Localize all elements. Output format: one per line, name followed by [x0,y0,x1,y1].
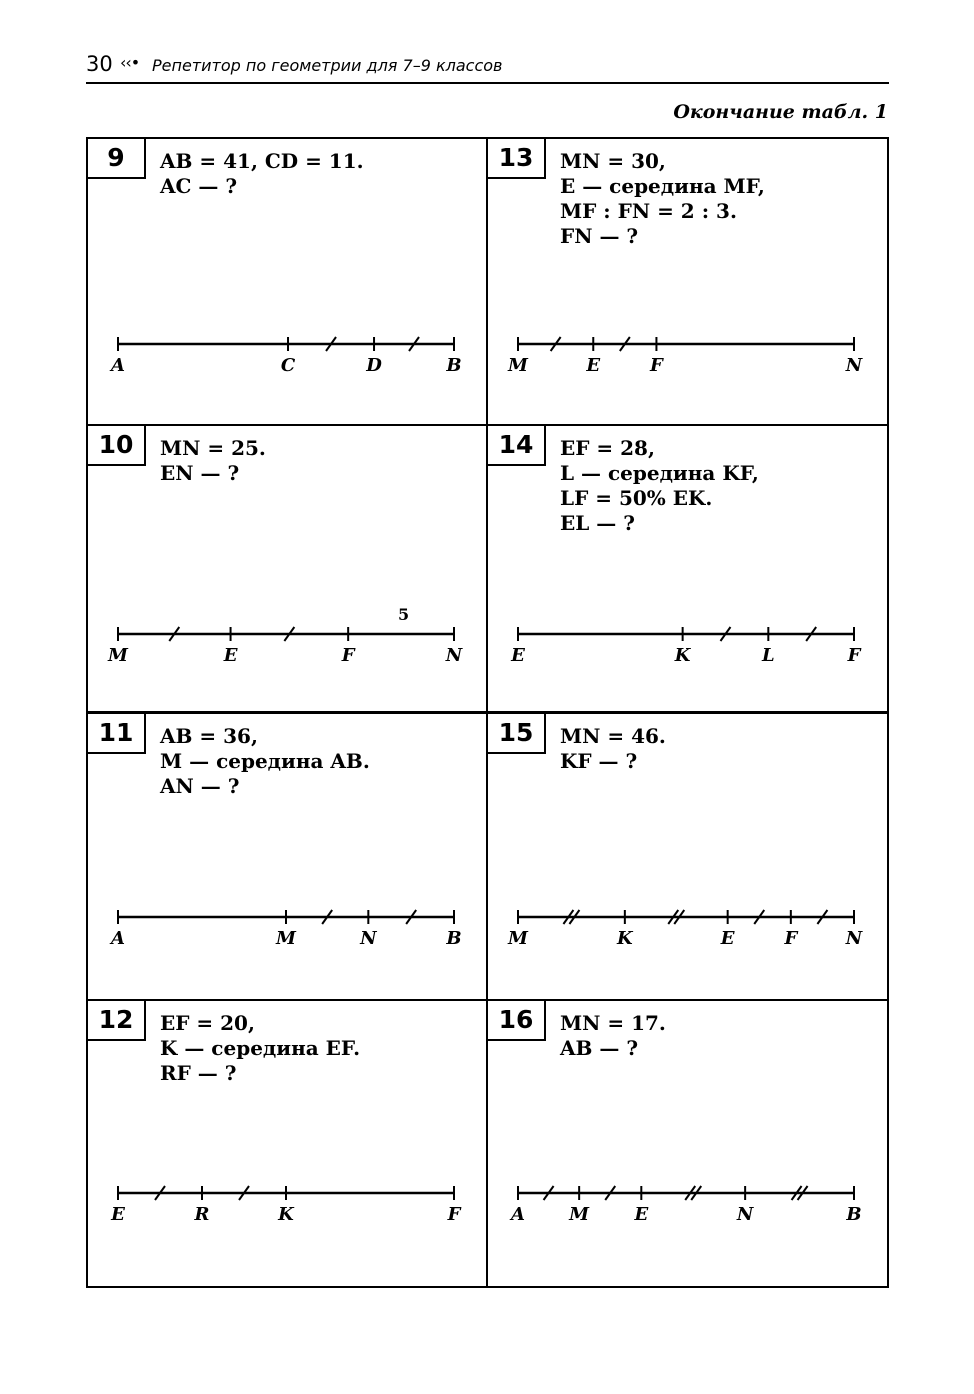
point-label: N [845,928,863,949]
point-label: N [736,1204,754,1225]
problem-number: 11 [88,714,146,754]
problem-number: 15 [488,714,546,754]
problem-number: 12 [88,1001,146,1041]
point-label: N [360,928,377,949]
problem-number: 13 [488,139,546,179]
problem-number: 9 [88,139,146,179]
condition-line: AB = 41, CD = 11. [160,149,364,173]
header-rule [86,82,889,84]
point-label: L [761,645,775,666]
point-label: E [634,1204,649,1225]
page-header [86,52,889,82]
condition-line: E — середина MF, [560,174,765,198]
point-label: K [278,1204,294,1225]
problem-card-9 [86,137,488,426]
point-label: E [586,355,601,376]
problem-number: 16 [488,1001,546,1041]
page-number: 30 [86,52,113,76]
condition-line: K — середина EF. [160,1036,361,1060]
condition-line: MN = 46. [560,724,666,748]
condition-line: MN = 30, [560,149,666,173]
point-label: E [223,645,238,666]
point-label: M [276,928,296,949]
problem-card-12 [86,999,488,1288]
condition-line: FN — ? [560,224,639,248]
condition-line: L — середина KF, [560,461,759,485]
problem-card-14 [486,424,889,713]
point-label: B [846,1204,862,1225]
point-label: D [366,355,382,376]
condition-line: EN — ? [160,461,240,485]
segment-diagram [88,426,486,711]
header-arrows-icon: ‹‹• [120,53,140,72]
point-label: A [111,928,125,949]
point-label: M [508,355,528,376]
condition-line: EF = 20, [160,1011,255,1035]
problem-card-11 [86,712,488,1001]
condition-line: LF = 50% EK. [560,486,713,510]
problem-card-16 [486,999,889,1288]
table-caption: Окончание табл. 1 [673,101,888,123]
point-label: F [650,355,663,376]
condition-line: EL — ? [560,511,635,535]
condition-line: MN = 17. [560,1011,666,1035]
point-label: K [617,928,633,949]
point-label: N [845,355,863,376]
point-label: B [446,355,462,376]
condition-line: AN — ? [160,774,240,798]
segment-diagram [88,1001,486,1286]
segment-diagram [488,714,887,999]
point-label: F [784,928,798,949]
segment-length-label: 5 [398,605,410,624]
book-title: Репетитор по геометрии для 7–9 классов [152,56,503,75]
point-label: B [446,928,462,949]
point-label: F [341,645,355,666]
condition-line: MN = 25. [160,436,266,460]
problem-number: 10 [88,426,146,466]
point-label: A [111,355,125,376]
condition-line: MF : FN = 2 : 3. [560,199,737,223]
problem-card-13 [486,137,889,426]
condition-line: AC — ? [160,174,238,198]
condition-line: AB — ? [560,1036,639,1060]
segment-diagram [488,426,887,711]
point-label: K [674,645,691,666]
point-label: M [108,645,128,666]
problems-table [86,137,889,1288]
point-label: R [194,1204,210,1225]
point-label: M [508,928,528,949]
point-label: E [511,645,525,666]
point-label: M [569,1204,590,1225]
condition-line: KF — ? [560,749,638,773]
point-label: F [447,1204,461,1225]
condition-line: AB = 36, [160,724,258,748]
point-label: A [511,1204,525,1225]
point-label: F [847,645,861,666]
segment-diagram [88,139,486,424]
condition-line: RF — ? [160,1061,237,1085]
problem-card-10 [86,424,488,713]
problem-number: 14 [488,426,546,466]
condition-line: EF = 28, [560,436,655,460]
point-label: E [111,1204,125,1225]
segment-diagram [488,139,887,424]
point-label: N [445,645,463,666]
problem-card-15 [486,712,889,1001]
condition-line: M — середина AB. [160,749,370,773]
point-label: E [720,928,735,949]
segment-diagram [488,1001,887,1286]
segment-diagram [88,714,486,999]
point-label: C [280,355,296,376]
